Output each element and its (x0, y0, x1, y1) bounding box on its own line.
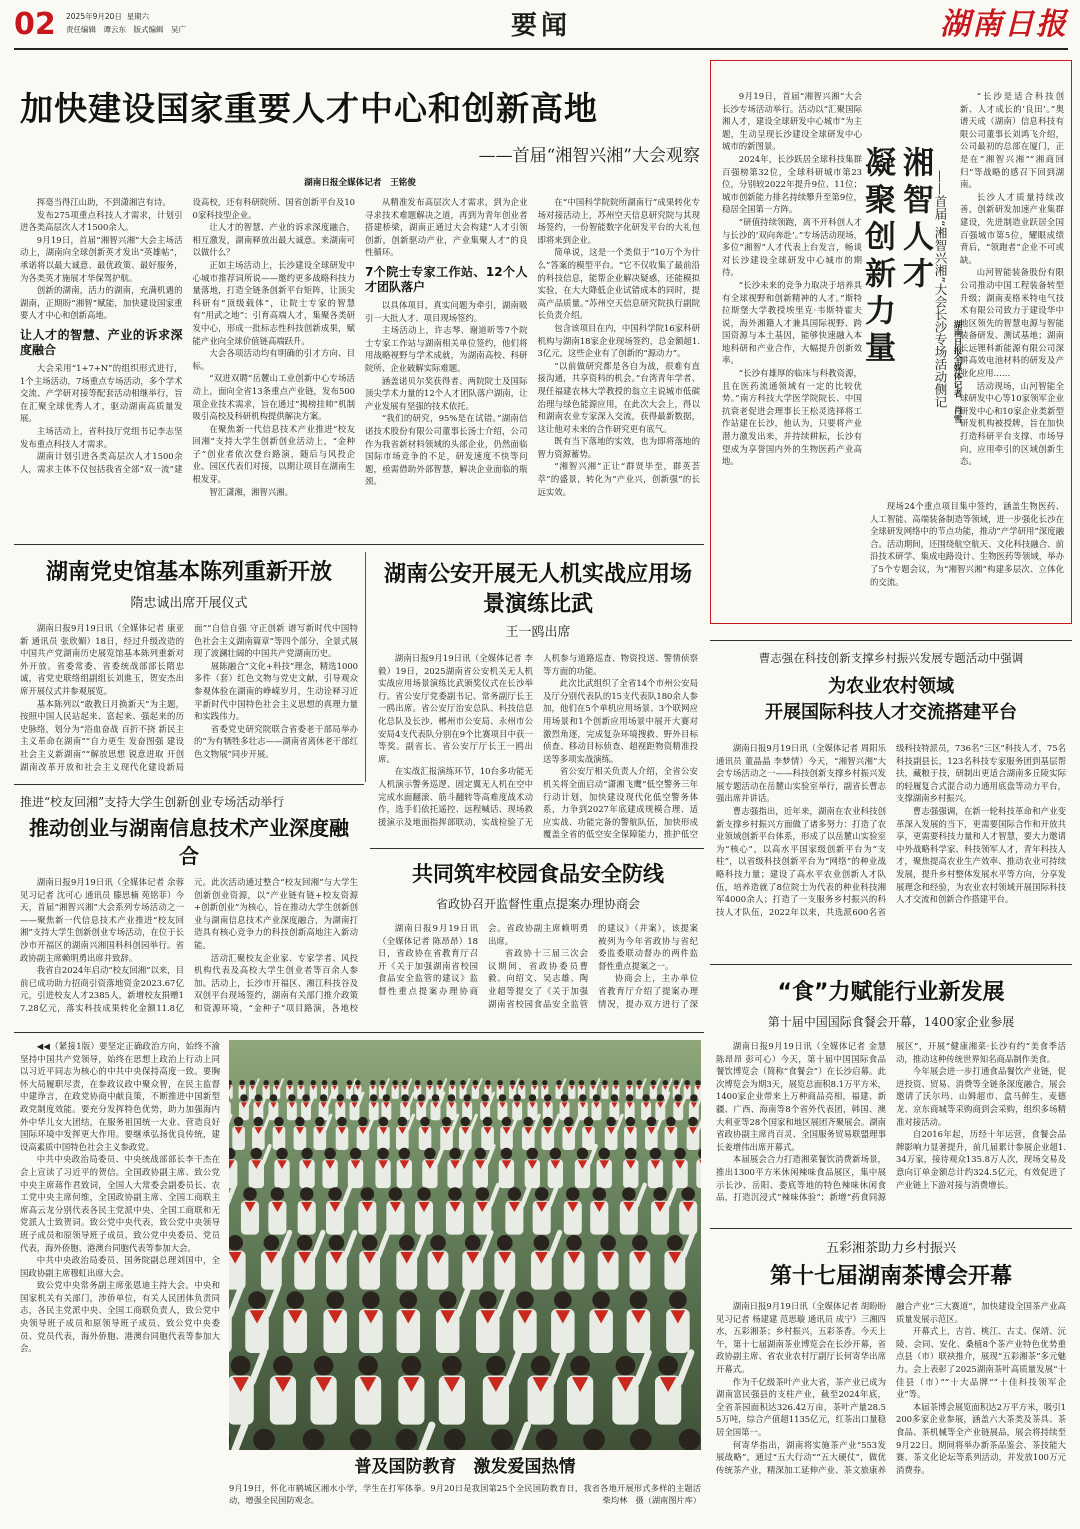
editors: 责任编辑 谭云东 版式编辑 吴广 (66, 25, 186, 34)
lead-paragraph: 9月19日，首届“湘智兴湘”大会主场活动上，湖南向全球创新英才发出“英雄帖”，承诺将以最大诚意、最优政策、最好服务，为各类英才施展才华保驾护航。 (20, 234, 183, 283)
student-figure (322, 1148, 337, 1188)
drone-subtitle: 王一鸥出席 (505, 625, 571, 640)
startup-paragraph: 我省自2024年启动“校友回湘”以来，目前已成功助力招商引资落地资金2023.67亿元，引进校友人才2385人，新增校友捐赠17.28亿元，落实科技成果转化金额11.8亿元。此次活动通过整合“校友回湘”与大学生创新创业资源，以“产业链有链+校友资源+创新创业”为核心，旨在推动大学生创新创业与湖南信息技术产业深度融合，为湖南打造具有核心竞争力的科技创新高地注入新动能。 (20, 877, 358, 1013)
side-paragraph: 长沙人才质量持续改善，创新研发加速产业集群建设，先进制造业跃居全国百强城市第5位，耀眼成绩背后，“领跑者”企业不可或缺。 (960, 191, 1064, 265)
student-figure (568, 1080, 575, 1099)
student-figure (268, 1187, 286, 1234)
party-museum-title: 湖南党史馆基本陈列重新开放 (45, 560, 332, 585)
student-figure (543, 1094, 553, 1120)
agri-title-line: 为农业农村领域 (828, 676, 954, 697)
student-figure (598, 1235, 619, 1290)
food-paragraph: 协商会上，主办单位省教育厅介绍了提案办理情况，提办双方进行了深 (598, 973, 698, 1009)
side-paragraph: “长沙有雄厚的临床与科教资源，且在医药流通领域有一定的比较优势。”南方科技大学医学院院长、中国抗衰老促进会理事长王松灵选择将工作站建在长沙，他认为，只要将产业潜力激发出来，并持续耕耘，长沙有望成为享誉国内外的生物医药产业高地。 (722, 368, 862, 467)
divider (365, 552, 366, 782)
party-museum-lead-text: 湖南日报9月19日讯（全媒体记者 康亚新 通讯员 张欣媚）18日，经过升级改造的中国共产党湖南历史展览馆基本陈列重新对外开放。省委常委、省委统战部部长隋忠诚，省党史联络组副组长刘進玉，贺安杰出席开展仪式并参观展览。 (20, 623, 184, 696)
expo-paragraph: 今年展会进一步打通食品餐饮产业链，促进投资、贸易、消费等全链条深度融合，展会邀请了沃尔玛、山姆超市、盒马鲜生、麦德龙、京东商城等采购商到会采购，组织多场精准对接活动。 (896, 1066, 1066, 1127)
masthead (0, 0, 1080, 52)
student-figure (355, 1356, 381, 1425)
student-figure (590, 1187, 608, 1234)
lead-title: 加快建设国家重要人才中心和创新高地 (20, 89, 598, 128)
student-figure (439, 1356, 465, 1425)
lead-paragraph: 既有当下落地的实效，也为即将落地的智力资源蓄势。 (537, 436, 700, 459)
agri-body (716, 742, 1066, 954)
lead-paragraph: 让人才的智慧、产业的诉求深度融合，相互激发，湖南释放出最大诚意。来湖南可以做什么？ (192, 222, 355, 258)
masthead-rule (14, 48, 1068, 50)
student-figure (481, 1117, 494, 1150)
student-figure (335, 1094, 345, 1120)
lead-paragraph: 主场活动上，许志琴、谢道昕等7个院士专家工作站与湖南相关单位签约，他们将用战略视野与学术成就，为湖南高校、科研院所、企业破解实际难题。 (365, 325, 528, 373)
tea-body (716, 1300, 1066, 1522)
side-paragraph: 9月19日，首届“湘智兴湘”大会长沙专场活动举行。活动以“汇聚国际湘人才，建设全球研发中心城市”为主题，生动呈现长沙建设全球研发中心城市的新图景。 (722, 91, 862, 152)
student-figure (623, 1148, 638, 1188)
student-figure (494, 1235, 515, 1290)
party-museum-paragraph: 展陈融合“文化+科技”理念，精选1000多件（套）红色文物与党史文献，引导观众参观体验在湖南的峥嵘岁月，生动诠释习近平新时代中国特色社会主义思想的真理力量和实践伟力。 (194, 660, 358, 722)
student-figure (241, 1187, 259, 1234)
lead-paragraph: 包含该项目在内，中国科学院16家科研机构与湖南18家企业现场签约，总金额超1.3亿元，这些企业有了创新的“源动力”。 (537, 322, 700, 359)
startup-paragraph: 湖南日报9月19日讯（全媒体记者 余蓉 见习记者 沈可心 通讯员 滕思楠 苑铭菲）今天，首届“湘智兴湘”大会系列专场活动之一——聚焦新一代信息技术产业推进“校友回湘”支持大学生创新创业专场活动，在位于长沙市开福区的湖南兴湘国科科创园举行。省政协副主席赖明勇出席并致辞。 (20, 877, 184, 963)
drone-paragraph: 省公安厅相关负责人介绍，全省公安机关将全面启动“潇湘飞鹰”低空警务三年行动计划，加快建设现代化低空警务体系，力争到2027年底建成规模合理、适应实战、功能完备的警航队伍，加快形成覆盖全省的低空安全保障能力，推护低空 (543, 766, 698, 840)
startup-paragraph: 活动汇聚校友企业家、专家学者、风投机构代表及高校大学生创业者等百余人参加。活动上，长沙市开福区、湘江科技谷及双创平台现场签约，湖南有关部门推介政策和资源环境，“金种子”项目路演，各地校 (194, 952, 358, 1013)
agri-paragraph: 湖南日报9月19日讯（全媒体记者 周阳乐 通讯员 董晶晶 李梦情）今天，“湘智兴湘”大会专场活动之一——科技创新支撑乡村振兴发展专题活动在岳麓山实验室举行，副省长曹志强出席并讲话。 (716, 743, 886, 804)
student-figure (386, 1187, 404, 1234)
lead-paragraph: 主场活动上，省科技厅党组书记李志坚发布重点科技人才需求。 (20, 425, 183, 449)
side-title-line: 湘智人才 (897, 146, 933, 294)
student-figure (273, 1117, 286, 1150)
student-figure (629, 1235, 650, 1290)
lead-paragraph: 大会各项活动均有明确的引才方向、目标。 (192, 348, 355, 371)
issue-date (66, 12, 149, 22)
side-title (858, 146, 934, 506)
tea-paragraph: 何寄华指出，湖南将实施茶产业“553发展战略”，通过“五大行动”“五大硬仗”，做优传统茶产业，精深加工延伸产业、茶文旅康养融合产业“三大赛道”，加快建设全国茶产业高质量发展示范区。 (716, 1301, 1066, 1475)
student-figure (627, 1291, 651, 1353)
continued-paragraph: 致公党中央常务副主席张恩迪主持大会。中央和国家机关有关部门，涉侨单位，有关人民团体负责同志，各民主党派中央、全国工商联负责人，致公党中央领导班子成员和原领导班子成员、致公党中央委员、党员代表，海外侨胞、港澳台同胞代表等参加大会。 (20, 1280, 220, 1354)
divider (14, 1032, 704, 1033)
startup-kicker: 推进“校友回湘”支持大学生创新创业专场活动举行 (20, 795, 285, 809)
news-photo (229, 1040, 701, 1450)
expo-body (716, 1040, 1066, 1218)
student-figure (381, 1094, 391, 1120)
tea-paragraph: 作为千亿级茶叶产业大省，茶产业已成为湖南富民强县的支柱产业，截至2024年底，全省茶园面积达326.42万亩，茶叶产量28.55万吨，综合产值超1135亿元，红茶出口量稳居全国第一。 (716, 1376, 886, 1437)
lead-paragraph: 在“中国科学院院所湖南行”成果转化专场对接活动上，苏州空天信息研究院与其现场签约，一份智能数字化研发平台的大礼包即将来到企业。 (537, 197, 700, 245)
continued-body (20, 1040, 220, 1520)
lead-paragraph: 湖南计划引进各类高层次人才1500余人，需求主体不仅包括我省全部“双一流”建设高校，还有科研院所、国省创新平台及100家科技型企业。 (20, 197, 355, 474)
food-paragraph: 湖南日报9月19日讯（全媒体记者 陈昂昂）18日，省政协在省教育厅召开《关于加强湖南省校园食品安全监管的建议》监督性重点提案办理协商会。省政协副主席赖明勇出席。 (378, 923, 588, 996)
student-figure (625, 1094, 635, 1120)
lead-paragraph: 简单说，这是一个类似于“10万个为什么”答案的模型平台。“它不仅收集了最前沿的科技信息，能帮企业解决疑惑，还能模拟实验，在大大降低企业试错成本的同时，提高产品质量。”苏州空天信息研究院执行副院长负责介绍。 (537, 247, 700, 321)
student-figure (560, 1094, 570, 1120)
page-number: 02 (14, 7, 56, 42)
students-drill-photo (229, 1040, 701, 1450)
student-figure (398, 1356, 424, 1425)
photo-credit: 柴均林 摄（湖南图片库） (602, 1495, 701, 1505)
student-figure (624, 1117, 637, 1150)
student-figure (513, 1291, 537, 1353)
lead-paragraph: 大会采用“1+7+N”的组织形式进行，1个主场活动，7场重点专场活动，多个学术交流、产学研对接等配套活动相继举行，旨在汇聚全球优秀人才，驱动湖南高质量发展。 (20, 362, 183, 424)
lead-paragraph: 挥毫当得江山助，不到潇湘岂有诗。 (36, 197, 171, 207)
student-figure (358, 1187, 376, 1234)
side-paragraph: “长沙是适合科技创新、人才成长的‘良田’。”奥谱天成（湖南）信息科技有限公司董事长刘鸿飞介绍，公司最初的总部在厦门，正是在“湘智兴湘”“湘商回归”等战略的感召下回到湖南。 (960, 91, 1064, 190)
side-paragraph: 活动现场，山河智能全球研发中心等10家领军企业研发中心和10家企业类新型研发机构被授牌，旨在加快打造科研平台支撑、市场导向，应用牵引的区域创新生态。 (960, 380, 1064, 467)
tea-paragraph: 湖南日报9月19日讯（全媒体记者 胡盼盼 见习记者 杨建建 范思璇 通讯员 成宁）三湘四水，五彩湘茶；乡村振兴，五彩茶香。今天上午，第十七届湖南茶业博览会在长沙开幕，省政协副主席、省农业农村厅副厅长何寄华出席开幕式。 (716, 1301, 886, 1374)
student-figure (323, 1291, 347, 1353)
student-figure (375, 1148, 390, 1188)
party-museum-paragraph: 基本陈列以“敢教日月换新天”为主题，按照中国人民站起来、富起来、强起来的历史脉络，划分为“浴血奋战 百折不挠 新民主主义革命在湖南”“自力更生 发奋图强 建设社会主义新湖南”“解放思想 锐意进取 开创湖南改革开放和社会主义现代化建设新局面”“自信自强 守正创新 谱写新时代中国特色社会主义湖南篇章”等四个部分，全景式展现了波澜壮阔的中国共产党湖南历史。 (20, 623, 358, 772)
lead-paragraph: “我们的研究，95%是在试错。”湖南信诺技术股份有限公司董事长汤士介绍，公司作为我省新材料领域的头部企业，仍然面临国际市场竞争的不足，研发速度不快等问题，亟需借助外部智慧，解决企业面临的瓶颈。 (365, 413, 528, 487)
lead-paragraph: 创新的湖南，活力的湖南，充满机遇的湖南，正期盼“湘智”赋能，加快建设国家重要人才中心和创新高地。 (20, 285, 183, 321)
student-figure (415, 1187, 433, 1234)
lead-paragraph: “以前做研究都是各自为战，很难有直接沟通，共享资料的机会。”台湾青年学者、现任福建农林大学教授的翁立主说城市低碳治理与绿色能源应用，在此次大会上，得以和湖南农业专家深入交流，获得最新数据，这让他对未来的合作研究更有底气。 (537, 360, 700, 434)
food-paragraph: 省政协十三届三次会议期间，省政协委员曹毅、向绍文、吴志雄、陶业超等提交了《关于加强湖南省校园食品安全监管的建议》（并案），该提案被列为今年省政协与省纪委监委联动督办的两件监督性重点提案之一。 (488, 923, 698, 1009)
student-figure (419, 1117, 432, 1150)
lead-paragraph: “湘智兴湘”正让“群贤毕至，群英荟萃”的盛景，转化为“产业兴，创新强”的长远实效。 (537, 461, 700, 497)
student-figure (498, 1094, 508, 1120)
side-paragraph: 2024年，长沙跃居全球科技集群百强榜第32位，全球科研城市第23位，分别较2022年提升9位、11位；城市创新能力排名持续攀升至第9位，稳居全国第一方阵。 (722, 153, 862, 215)
startup-title: 推动创业与湖南信息技术产业深度融合 (29, 816, 349, 868)
party-museum-paragraph (20, 622, 184, 698)
lead-paragraph: 从精准发布高层次人才需求，到为企业寻求技术难题解决之道，再到为青年创业者搭建桥梁，湖南正通过大会构建“人才引领创新，创新驱动产业，产业集聚人才”的良性循环。 (365, 197, 528, 258)
lead-paragraph: “双进双聘”岳麓山工业创新中心专场活动上，面向全省13条重点产业链，发布500项企业技术需求，旨在通过“揭榜挂帅”机制吸引高校及科研机构提供解决方案。 (192, 373, 355, 422)
party-museum-subtitle: 隋忠诚出席开展仪式 (130, 596, 248, 611)
student-figure (641, 1094, 651, 1120)
student-figure (666, 1291, 690, 1353)
weekday-text: 星期六 (126, 12, 150, 21)
student-figure (377, 1117, 390, 1150)
tea-kicker: 五彩湘茶助力乡村振兴 (825, 1241, 956, 1256)
student-figure (564, 1235, 585, 1290)
lead-paragraph: 发布275项重点科技人才需求，计划引进各类高层次人才1500余人。 (20, 209, 183, 233)
student-figure (672, 1148, 687, 1188)
student-figure (397, 1148, 412, 1188)
side-paragraph: 山河智能装备股份有限公司推动中国工程装备转型升级；湖南麦格米特电气技术有限公司致力于建设华中地区领先的智慧电源与智能装备研发、测试基地；湖南长远锂科新能源有限公司深耕高效电池材料的研发及产业化应用…… (960, 267, 1064, 379)
food-subtitle: 省政协召开监督性重点提案办理协商会 (435, 897, 640, 911)
student-figure (274, 1148, 289, 1188)
student-figure (336, 1117, 349, 1150)
lead-section-heading: 7个院士专家工作站、12个人才团队落户 (365, 264, 528, 294)
tea-paragraph: 开幕式上，吉首、桃江、古丈、保靖、沅陵、会同、安化、桑植8个茶产业特色优势重点县（市）联袂推介，展现“五彩湘茶”多元魅力。会上表彰了2025湖南茶叶高质量发展“十佳县（市）”“十大品牌”“十佳科技领军企业”等。 (896, 1326, 1066, 1400)
lead-paragraph: 正如主场活动上，长沙建设全球研发中心城市推荐词所说——邀约更多战略科技力量落地，打造全链条创新平台矩阵，让顶尖科研有“顶级载体”，让院士专家的智慧有“用武之地”；引育高端人才，集聚各类研发中心，形成一批标志性科技创新成果，赋能产业向全球价值链高端跃升。 (192, 259, 355, 346)
divider (710, 640, 1072, 641)
food-title: 共同筑牢校园食品安全防线 (412, 862, 664, 886)
photo-caption-text (229, 1482, 701, 1522)
party-museum-paragraph: 省委党史研究院联合省委老干部局举办的“为有牺牲多壮志——湖南省离休老干部红色文物展”同步开展。 (194, 723, 358, 759)
agri-kicker: 曹志强在科技创新支撑乡村振兴发展专题活动中强调 (758, 651, 1024, 665)
student-figure (525, 1148, 540, 1188)
student-figure (428, 1235, 449, 1290)
drone-paragraph: 在实战汇报演练环节，10台多功能无人机演示警务巡逻、固定翼无人机在空中完成水面翻滚、筋斗翻转等高难度战术动作，选手们依托遥控、远程喊话、现场救援演示及地面指挥部联动，实战检验了无人机参与道路巡查、物资投送、警情侦察等方面的功能。 (378, 653, 698, 827)
student-figure (348, 1148, 363, 1188)
expo-title: “食”力赋能行业新发展 (777, 980, 1005, 1005)
student-figure (679, 1187, 697, 1234)
side-body-right (960, 90, 1064, 500)
student-figure (597, 1148, 612, 1188)
divider (710, 1228, 1072, 1229)
student-figure (283, 1291, 307, 1353)
student-figure (499, 1148, 514, 1188)
side-title-line: 凝聚创新力量 (859, 146, 895, 368)
continued-paragraph: ◀◀（紧接1版）要坚定正确政治方向，始终不渝坚持中国共产党领导，始终在思想上政治上行动上同以习近平同志为核心的中共中央保持高度一致。要胸怀大局履职尽责，在参政议政中聚众智，在民主监督中建诤言，在政党协商中献良策，不断推进中国新型政党制度效能。要充分发挥特色优势，助力加强海内外中华儿女大团结，在服务祖国统一大业、营造良好国际环境中发挥更大作用。要继承弘扬优良传统，建设高素质中国特色社会主义参政党。 (20, 1041, 220, 1152)
student-figure (359, 1291, 383, 1353)
student-figure (665, 1117, 678, 1150)
newspaper-logo: 湖南日报 (940, 7, 1068, 42)
tea-paragraph: 本届茶博会展览面积达2万平方米，吸引1200多家企业参展，涵盖六大茶类及茶具、茶食品、茶机械等全产业链展品，展会将持续至9月22日。期间将举办新茶品鉴会、茶技能大赛、茶文化论坛等系列活动，并发放100万元消费券。 (896, 1401, 1066, 1475)
student-figure (232, 1117, 245, 1150)
expo-subtitle: 第十届中国国际食餐会开幕，1400家企业参展 (767, 1015, 1015, 1029)
side-body-bottom (870, 500, 1064, 620)
drone-body (378, 652, 698, 842)
student-figure (648, 1148, 663, 1188)
student-figure (446, 1187, 464, 1234)
student-figure (446, 1094, 456, 1120)
lead-byline: 湖南日报全媒体记者 王铭俊 (304, 178, 416, 188)
expo-paragraph: 湖南日报9月19日讯（全媒体记者 金慧 陈昂昂 彭可心）今天，第十届中国国际食品餐饮博览会（简称“食餐会”）在长沙启幕。此次博览会为期3天，展览总面积8.1万平方米，1400家企业带来上万种商品亮相，福建、新疆、广西、海南等8个省外代表团，韩国、澳大利亚等28个国家和地区展团齐聚展会。湖南省政协副主席肖百灵、全国服务贸易联盟理事长姜增伟出席开幕式。 (716, 1041, 886, 1152)
divider (370, 848, 704, 849)
student-figure (551, 1291, 575, 1353)
student-figure (601, 1080, 608, 1099)
continued-paragraph: 中共中央政治局委员、中央统战部部长李干杰在会上宣读了习近平的贺信。全国政协副主席、致公党中央主席蒋作君致词，全国人大常委会副委员长、农工党中央主席何维，全国政协副主席、全国工商联主席高云龙分别代表各民主党派中央、全国工商联和无党派人士致贺词。致公党中央代表，致公党中央领导班子成员和原领导班子成员、致公党中央委员、党员代表，海外侨胞、港澳台同胞代表等参加大会。 (20, 1154, 220, 1253)
agri-paragraph: 曹志强强调，在新一轮科技革命和产业变革深入发展的当下，更需要国际合作和开放共享，更需要科技力量和人才智慧，要大力邀请中外战略科学家、科技领军人才，青年科技人才，聚焦提高农业生产效率、推动农业可持续发展，提升乡村整体发展水平等方向，分享发展理念和经验，为农业农村领域开展国际科技人才交流和创新合作搭建平台。 (896, 805, 1066, 905)
student-figure (548, 1148, 563, 1188)
agri-paragraph: 曹志强指出，近年来，湖南在农业科技创新支撑乡村振兴方面做了诸多努力：打造了农业领域创新平台体系，形成了以岳麓山实验室为“核心”，以高水平国家级创新平台为“支柱”，以省级科技创新平台为“网络”的种业战略科技力量；建设了高水平农业创新人才队伍，培养造就了8位院士为代表的种业科技湘军4000余人；打造了一支服务乡村振兴的科技人才队伍，2022年以来，共选派600名省级科技特派员，736名“三区”科技人才，75名科技副县长，123名科技专家服务团到基层帮扶，藏粮于技，研制出更适合湖南多丘陵实际的轻履复合式混合动力通用底盘等动力平台，支撑湖南乡村振兴。 (716, 743, 1066, 917)
student-figure (609, 1094, 619, 1120)
student-figure (298, 1187, 316, 1234)
lead-paragraph: 涵盖诺贝尔奖获得者、两院院士及国际顶尖学术力量的12个人才团队落户湖南，让产业发展有坚强的技术依托。 (365, 375, 528, 411)
lead-subtitle: ——首届“湘智兴湘”大会观察 (478, 146, 700, 166)
photo-caption-title: 普及国防教育 激发爱国热情 (354, 1457, 576, 1477)
student-figure (287, 1094, 297, 1120)
student-figure (589, 1291, 613, 1353)
expo-paragraph: 自2016年起，历经十年运营，食餐会品牌影响力显著提升，前几届累计参展企业超1.34万家，接待观众135.8万人次，现场交易及意向订单金额总计约324.5亿元，有效促进了产业链上下游对接与消费增长。 (896, 1129, 1066, 1190)
side-body-left (722, 90, 862, 616)
date-text: 2025年9月20日 (66, 12, 122, 21)
lead-body (20, 196, 700, 534)
side-paragraph: “长沙未来的竞争力取决于培养具有全球视野和创新精神的人才。”斯特拉斯堡大学教授埃里克·韦斯特霍夫说，海外湘籍人才兼具国际视野、跨国资源与本土基因，能够快速融入本地科研和产业合作，大幅提升创新效率。 (722, 279, 862, 366)
drone-title: 湖南公安开展无人机实战应用场景演练比武 (383, 562, 692, 617)
agri-title-line: 开展国际科技人才交流搭建平台 (765, 702, 1017, 723)
startup-body (20, 876, 358, 1022)
divider (14, 544, 704, 545)
side-subtitle: ——首届“湘智兴湘”大会长沙专场活动侧记 (933, 170, 948, 408)
side-paragraph: 现场24个重点项目集中签约，涵盖生物医药、人工智能、高端装备制造等领域，进一步强化长沙在全球研发网络中的节点功能，推动“产学研用”深度融合。活动期间，还围绕航空航天、文化科技融合、前沿技术研学、集成电路设计、生物医药等领域，举办了5个专题会议，为“湘智兴湘”构建多层次、立体化的交流。 (870, 501, 1064, 587)
student-figure (564, 1187, 582, 1234)
lead-section-heading: 让人才的智慧、产业的诉求深度融合 (20, 327, 183, 357)
party-museum-body (20, 622, 358, 774)
expo-paragraph: 本届展会合力打造湘菜餐饮消费新场景，推出1300平方米休闲辣味食品展区，集中展示长沙、岳阳、娄底等地的特色辣味休闲食品，打造沉浸式“辣味体验”；新增“药食同源展区”，开展“健康湘菜·长沙有约”美食季活动，推动这种传统世界知名商品制作美食。 (716, 1041, 1066, 1203)
student-figure (392, 1080, 399, 1099)
lead-paragraph: 智汇潇湘，湘智兴湘。 (209, 486, 294, 497)
student-figure (270, 1356, 296, 1425)
drone-paragraph: 此次比武组织了全省14个市州公安局及厅分别代表队的15支代表队180余人参加，他们在5个单机应用场景、3个联网应用场景和1个创新应用场景中展开大赛对激烈角逐，完成复杂环境搜救、野外目标侦查、移动目标侦查、超视距物资精准投送等多项实战演练。 (543, 678, 698, 764)
food-body (378, 922, 698, 1022)
tea-title: 第十七届湖南茶博会开幕 (769, 1264, 1012, 1289)
student-figure (397, 1291, 421, 1353)
divider (14, 784, 364, 785)
student-figure (527, 1094, 537, 1120)
side-paragraph: “研值持续领跑，离不开科创人才与长沙的‘双向奔赴’。”专场活动现场，多位“湘智”人才代表上台发言，畅谈对长沙建设全球研发中心城市的期待。 (722, 216, 862, 278)
divider (710, 964, 1072, 965)
photo-caption: 9月19日，怀化市鹤城区湘水小学，学生在打军体拳。9月20日是我国第25个全民国防教育日，我省各地开展形式多样的主题活动，增强全民国防观念。 (229, 1483, 701, 1505)
continued-paragraph: 中共中央政治局委员、国务院副总理刘国中，全国政协副主席穆虹出席大会。 (20, 1255, 220, 1278)
student-figure (582, 1117, 595, 1150)
side-byline: 湖南日报全媒体记者 肖雪 (952, 320, 962, 424)
drone-paragraph: 湖南日报9月19日讯（全媒体记者 李毅）19日，2025湖南省公安机关无人机实战应用场景演练比武颁奖仪式在长沙举行。省公安厅党委副书记、常务副厅长王一鸥出席。省公安厅治安总队、科技信息化总队及长沙、郴州市公安局、永州市公安局4支代表队分别在9个比赛项目中获一等奖。副省长、省公安厅厅长王一鸥出席。 (378, 653, 533, 764)
agri-title (716, 674, 1066, 726)
lead-paragraph: 在聚焦新一代信息技术产业推进“校友回湘”支持大学生创新创业活动上，“金种子”创业者依次登台路演，随后与风投企业、园区代表们对接，以期让项目在湖南生根发芽。 (192, 423, 355, 485)
student-figure (567, 1356, 593, 1425)
student-figure (592, 1094, 602, 1120)
student-figure (462, 1094, 472, 1120)
student-figure (310, 1356, 336, 1425)
lead-paragraph: 以具体项目，真实问题为牵引，湖南吸引一大批人才、项目现场签约。 (365, 299, 528, 323)
student-figure (299, 1148, 314, 1188)
student-figure (294, 1117, 307, 1150)
section-title: 要闻 (510, 11, 571, 41)
